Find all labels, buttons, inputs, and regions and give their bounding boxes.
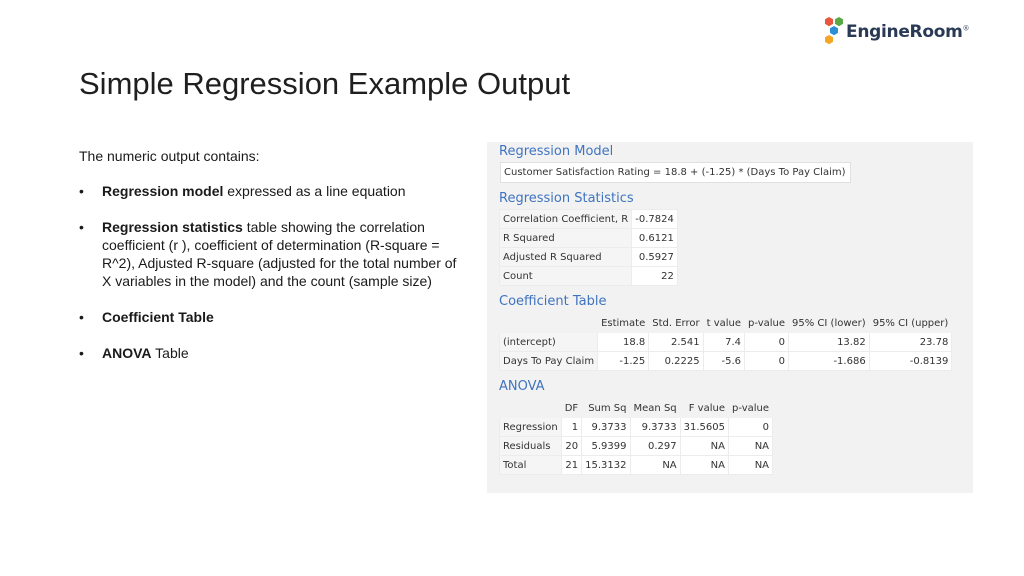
- bullet-bold-label: Regression model: [102, 183, 224, 199]
- column-header: F value: [680, 399, 728, 418]
- table-cell: Adjusted R Squared: [500, 248, 632, 267]
- table-cell: 9.3733: [582, 418, 630, 437]
- coefficient-table-title: Coefficient Table: [499, 294, 607, 309]
- engineroom-logo: [824, 15, 969, 49]
- table-cell: R Squared: [500, 229, 632, 248]
- column-header: [500, 314, 598, 333]
- table-cell: 22: [632, 267, 678, 286]
- intro-text: The numeric output contains:: [79, 148, 260, 164]
- column-header: Sum Sq: [582, 399, 630, 418]
- table-cell: Correlation Coefficient, R: [500, 210, 632, 229]
- table-cell: -0.7824: [632, 210, 678, 229]
- table-cell: Regression: [500, 418, 562, 437]
- table-cell: NA: [729, 437, 773, 456]
- table-row: [500, 229, 678, 248]
- bullet-item: [79, 218, 459, 290]
- bullet-item: [79, 344, 459, 362]
- table-cell: 0.5927: [632, 248, 678, 267]
- table-cell: 23.78: [869, 333, 952, 352]
- table-cell: 0: [745, 333, 789, 352]
- anova-table: [499, 398, 773, 475]
- bullet-item: [79, 182, 459, 200]
- bullet-item: [79, 308, 459, 326]
- bullet-bold-label: Coefficient Table: [102, 309, 214, 325]
- column-header: 95% CI (lower): [789, 314, 870, 333]
- bullet-marker: •: [79, 219, 84, 235]
- table-cell: 0: [745, 352, 789, 371]
- table-cell: 15.3132: [582, 456, 630, 475]
- regression-output-panel: [487, 142, 973, 493]
- bullet-list: [79, 182, 459, 362]
- bullet-bold-label: Regression statistics: [102, 219, 243, 235]
- table-cell: 9.3733: [630, 418, 680, 437]
- left-text-column: [79, 147, 459, 380]
- slide-title: Simple Regression Example Output: [79, 66, 571, 101]
- table-cell: 31.5605: [680, 418, 728, 437]
- table-cell: Days To Pay Claim: [500, 352, 598, 371]
- table-cell: 0.2225: [649, 352, 703, 371]
- table-cell: 18.8: [598, 333, 649, 352]
- bullet-text: expressed as a line equation: [223, 183, 406, 199]
- table-cell: Residuals: [500, 437, 562, 456]
- table-row: [500, 352, 952, 371]
- table-row: [500, 418, 773, 437]
- regression-equation: Customer Satisfaction Rating = 18.8 + (-1.25) * (Days To Pay Claim): [500, 162, 851, 183]
- table-cell: -0.8139: [869, 352, 952, 371]
- table-row: [500, 437, 773, 456]
- table-cell: 13.82: [789, 333, 870, 352]
- table-cell: NA: [630, 456, 680, 475]
- table-cell: -5.6: [703, 352, 744, 371]
- bullet-bold-label: ANOVA: [102, 345, 152, 361]
- column-header: [500, 399, 562, 418]
- table-cell: 20: [561, 437, 581, 456]
- column-header: Mean Sq: [630, 399, 680, 418]
- table-header-row: [500, 314, 952, 333]
- column-header: Std. Error: [649, 314, 703, 333]
- table-row: [500, 248, 678, 267]
- table-cell: 21: [561, 456, 581, 475]
- table-cell: -1.25: [598, 352, 649, 371]
- table-cell: 7.4: [703, 333, 744, 352]
- table-row: [500, 267, 678, 286]
- table-cell: 5.9399: [582, 437, 630, 456]
- coefficient-table: [499, 313, 952, 371]
- bullet-text: Table: [151, 345, 189, 361]
- brand-name: EngineRoom®: [846, 22, 970, 42]
- table-row: [500, 333, 952, 352]
- table-cell: NA: [729, 456, 773, 475]
- regression-model-title: Regression Model: [499, 144, 614, 159]
- column-header: t value: [703, 314, 744, 333]
- regression-statistics-table: [499, 209, 678, 286]
- table-cell: 0.6121: [632, 229, 678, 248]
- table-cell: -1.686: [789, 352, 870, 371]
- table-cell: 2.541: [649, 333, 703, 352]
- table-row: [500, 210, 678, 229]
- column-header: p-value: [729, 399, 773, 418]
- bullet-marker: •: [79, 309, 84, 325]
- table-cell: NA: [680, 456, 728, 475]
- regression-statistics-title: Regression Statistics: [499, 191, 634, 206]
- table-header-row: [500, 399, 773, 418]
- table-cell: Total: [500, 456, 562, 475]
- bullet-text: table showing the correlation coefficient (r ), coefficient of determination (R-square = R^2), Adjusted R-square (adjusted for the total number of X variables in the model) and the count (sample size): [102, 219, 457, 289]
- bullet-marker: •: [79, 183, 84, 199]
- column-header: p-value: [745, 314, 789, 333]
- table-cell: 1: [561, 418, 581, 437]
- bullet-marker: •: [79, 345, 84, 361]
- column-header: Estimate: [598, 314, 649, 333]
- anova-title: ANOVA: [499, 379, 545, 394]
- column-header: DF: [561, 399, 581, 418]
- table-row: [500, 456, 773, 475]
- hexagon-logo-icon: [824, 16, 844, 48]
- table-cell: 0: [729, 418, 773, 437]
- table-cell: NA: [680, 437, 728, 456]
- column-header: 95% CI (upper): [869, 314, 952, 333]
- table-cell: 0.297: [630, 437, 680, 456]
- table-cell: (intercept): [500, 333, 598, 352]
- table-cell: Count: [500, 267, 632, 286]
